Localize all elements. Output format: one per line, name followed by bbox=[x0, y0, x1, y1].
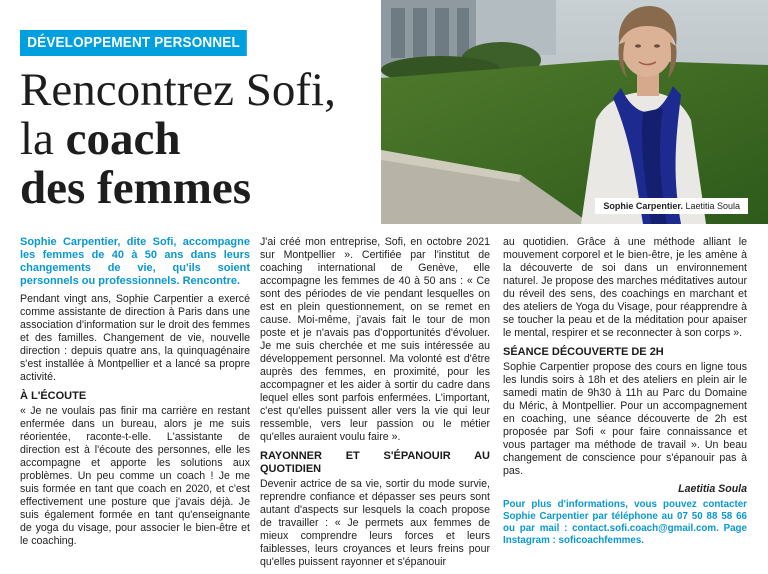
article-paragraph: J'ai créé mon entreprise, Sofi, en octobre 2021 sur Montpellier ». Certifiée par l'institut de coaching international de Genève, elle accompagne les femmes de 40 à 50 ans : « Ce sont des périodes de vie pendant lesquelles on est en plein questionnement, on se remet en cause. Moi-même, j'avais fait le tour de mon poste et je n'avais pas d'opportunités d'évoluer. Je me suis cherchée et me suis intéressée au développement personnel. Ma volonté est d'être auprès des femmes, en proximité, pour les accompagner et les aider à sortir du cadre dans lequel elles sont parfois enfermées. L'important, c'est qu'elles puissent aller vers la vie qui leur ressemble, vers leur passion ou le métier qu'elles auraient voulu faire ». bbox=[260, 236, 490, 443]
section-rubric: DÉVELOPPEMENT PERSONNEL bbox=[20, 30, 247, 56]
article-paragraph: Devenir actrice de sa vie, sortir du mode survie, reprendre confiance et dépasser ses peurs sont autant d'aspects sur lesquels la coach propose de travailler : « Je permets aux femmes de mieux comprendre leurs forces et leurs faiblesses, leurs croyances et leurs freins pour qu'elles puissent rayonner et s'épanouir bbox=[260, 478, 490, 568]
photo-illustration bbox=[381, 0, 768, 224]
photo-caption bbox=[595, 198, 748, 214]
caption-name: Sophie Carpentier. bbox=[603, 201, 683, 211]
author-signature: Laetitia Soula bbox=[678, 483, 747, 495]
article-paragraph: Pendant vingt ans, Sophie Carpentier a exercé comme assistante de direction à Paris dans une association d'information sur le droit des femmes et des familles. Changement de vie, nouvelle direction : depuis quatre ans, la quinquagénaire s'est installée à Montpellier et a lancé sa propre activité. bbox=[20, 293, 250, 383]
caption-credit: Laetitia Soula bbox=[682, 201, 740, 211]
subheading: RAYONNER ET S'ÉPANOUIR AU QUOTIDIEN bbox=[260, 450, 490, 475]
article-paragraph: au quotidien. Grâce à une méthode alliant le mouvement corporel et le bien-être, je les amène à la découverte de soi dans un environnement naturel. Je propose des marches méditatives autour du réveil des sens, des coachings en marchant et des ateliers de Yoga du Visage, pour réapprendre à se toucher la peau et de la méditation pour apaiser le mental, respirer et se reconnecter à son corps ». bbox=[503, 236, 747, 339]
headline bbox=[20, 66, 370, 213]
article-intro: Sophie Carpentier, dite Sofi, accompagne les femmes de 40 à 50 ans dans leurs changements de vie, qu'ils soient personnels ou professionnels. Rencontre. bbox=[20, 236, 250, 287]
contact-info: Pour plus d'informations, vous pouvez contacter Sophie Carpentier par téléphone au 07 50 88 58 66 ou par mail : contact.sofi.coach@gmail.com. Page Instagram : soficoachfemmes. bbox=[503, 499, 747, 546]
headline-line-2-light: la bbox=[20, 113, 66, 165]
article-paragraph: « Je ne voulais pas finir ma carrière en restant enfermée dans un bureau, alors je me suis réorientée, raconte-t-elle. L'assistante de direction est à l'écoute des personnes, elle les accompagne et apporte les solutions aux problèmes. Un peu comme un coach ! Je me suis formée en tant que coach en 2020, et c'est effectivement une posture que j'avais déjà. Je suis également formée en tant qu'enseignante de yoga du visage, pour associer le bien-être et le coaching. bbox=[20, 405, 250, 547]
article-paragraph: Sophie Carpentier propose des cours en ligne tous les lundis soirs à 18h et des ateliers en plein air le samedi matin de 9h30 à 11h au Parc du Domaine du Méric, à Montpellier. Pour un accompagnement en coaching, une séance découverte de 2h est proposée par Sofi « pour faire connaissance et vous partager ma méthode de travail ». Un beau changement de conscience pour s'épanouir pas à pas. bbox=[503, 361, 747, 477]
article-column-3 bbox=[503, 236, 747, 552]
headline-line-3: des femmes bbox=[20, 162, 252, 214]
subheading: SÉANCE DÉCOUVERTE DE 2H bbox=[503, 346, 664, 358]
article-column-2 bbox=[260, 236, 490, 574]
portrait-photo bbox=[381, 0, 768, 224]
article-column-1 bbox=[20, 236, 250, 553]
subheading: À L'ÉCOUTE bbox=[20, 390, 87, 402]
headline-line-2 bbox=[20, 115, 370, 164]
headline-line-1: Rencontrez Sofi, bbox=[20, 64, 336, 116]
headline-line-2-bold: coach bbox=[65, 113, 181, 165]
